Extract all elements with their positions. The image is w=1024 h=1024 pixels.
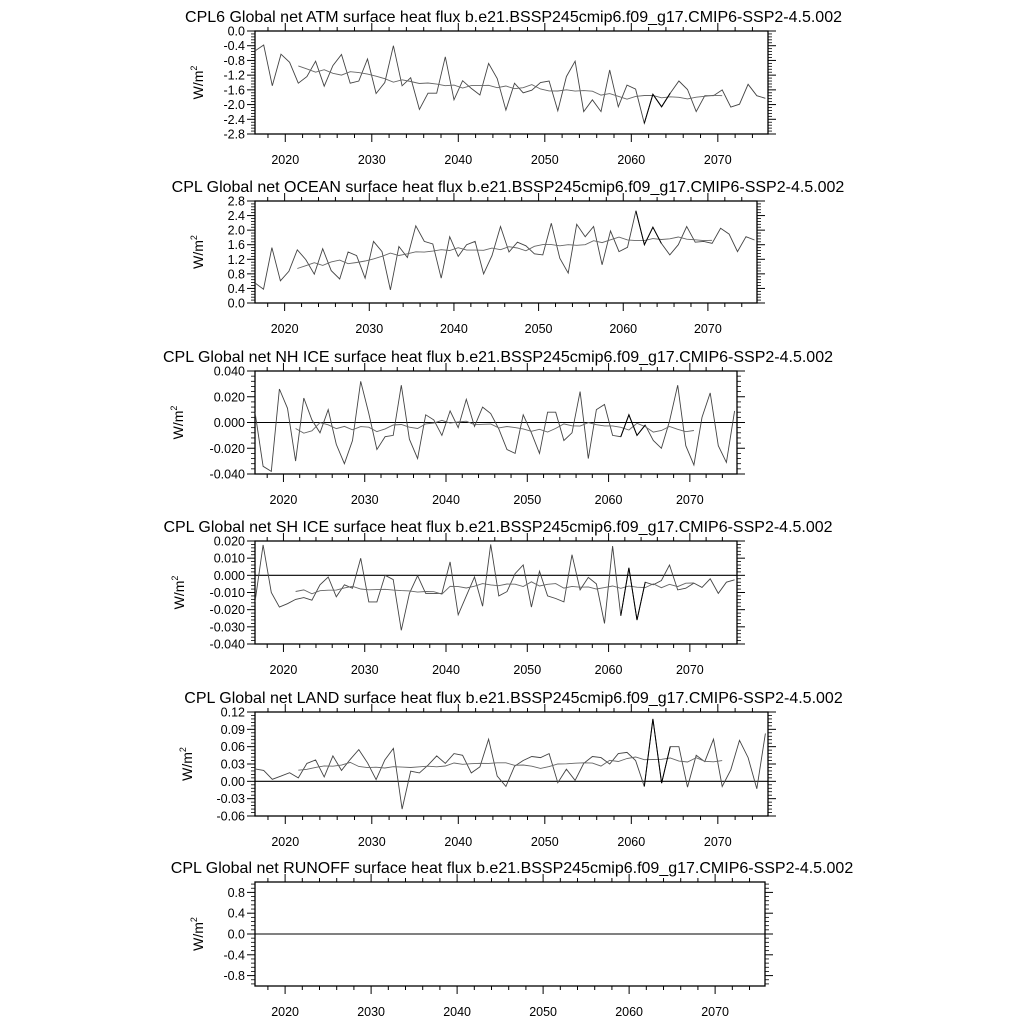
y-axis-label-superscript: 2 [189, 235, 199, 241]
y-axis-label [189, 235, 206, 269]
x-tick-label: 2060 [617, 835, 646, 849]
y-tick-label: -1.6 [223, 83, 245, 98]
y-tick-label: -0.040 [209, 637, 245, 652]
x-tick-label: 2040 [440, 322, 468, 336]
y-axis-label-text: W/m [171, 580, 187, 610]
y-tick-label: 0.03 [220, 757, 245, 772]
y-axis-label-text: W/m [190, 240, 206, 269]
y-tick-label: 0.8 [227, 267, 245, 282]
y-axis-label [178, 747, 195, 781]
y-tick-label: -0.010 [209, 586, 245, 600]
x-tick-label: 2070 [703, 835, 732, 849]
y-tick-label: -0.8 [223, 53, 245, 68]
y-tick-label: 0.00 [220, 774, 245, 789]
y-axis-label-text: W/m [190, 922, 206, 951]
x-tick-label: 2030 [355, 322, 384, 336]
x-tick-label: 2050 [529, 1005, 558, 1019]
x-tick-label: 2060 [594, 663, 623, 677]
panel-1 [185, 9, 842, 167]
x-tick-label: 2020 [269, 493, 298, 507]
highlight-segment-line [644, 719, 670, 787]
y-axis-label-text: W/m [179, 752, 195, 781]
y-tick-label: -2.4 [223, 112, 245, 127]
y-tick-label: -0.8 [223, 969, 245, 984]
y-tick-label: 0.4 [227, 281, 245, 296]
highlight-segment-line [621, 415, 645, 437]
x-tick-label: 2030 [357, 835, 386, 849]
y-tick-label: -0.030 [209, 620, 245, 635]
x-tick-label: 2060 [617, 153, 646, 167]
y-tick-label: 0.09 [220, 722, 245, 737]
x-tick-label: 2070 [675, 663, 704, 677]
x-tick-label: 2050 [530, 835, 559, 849]
y-tick-label: -0.4 [223, 39, 245, 54]
x-tick-label: 2030 [350, 493, 379, 507]
x-tick-label: 2060 [594, 493, 623, 507]
x-tick-label: 2070 [703, 153, 732, 167]
y-tick-label: -0.06 [216, 809, 245, 824]
x-tick-label: 2070 [675, 493, 704, 507]
y-tick-label: -2.8 [223, 127, 245, 142]
y-tick-label: 0.000 [213, 416, 245, 430]
annual-series-line [255, 211, 755, 290]
panel-title: CPL6 Global net ATM surface heat flux b.e21.BSSP245cmip6.f09_g17.CMIP6-SSP2-4.5.002 [185, 9, 842, 26]
y-tick-label: 0.0 [227, 927, 245, 942]
x-tick-label: 2050 [524, 322, 553, 336]
highlight-segment-line [644, 93, 670, 123]
x-tick-label: 2040 [444, 835, 473, 849]
x-tick-label: 2040 [432, 663, 460, 677]
x-tick-label: 2070 [701, 1005, 730, 1019]
y-tick-label: 1.6 [227, 238, 245, 253]
x-tick-label: 2050 [513, 493, 542, 507]
x-tick-label: 2050 [530, 153, 559, 167]
y-tick-label: -0.040 [209, 467, 245, 482]
x-tick-label: 2020 [271, 835, 300, 849]
x-tick-label: 2030 [350, 663, 379, 677]
x-tick-label: 2020 [270, 322, 299, 336]
x-tick-label: 2020 [269, 663, 298, 677]
y-tick-label: -2.0 [223, 98, 245, 113]
plot-frame [255, 541, 737, 644]
x-tick-label: 2060 [615, 1005, 644, 1019]
y-axis-label [170, 576, 187, 610]
y-tick-label: -1.2 [223, 68, 245, 83]
panel-2 [172, 179, 845, 336]
x-tick-label: 2040 [443, 1005, 472, 1019]
y-tick-label: 0.12 [220, 705, 245, 720]
y-tick-label: 0.4 [227, 906, 245, 921]
x-tick-label: 2020 [271, 1005, 300, 1019]
x-tick-label: 2040 [432, 493, 460, 507]
y-tick-label: 0.000 [213, 568, 245, 583]
panel-title: CPL Global net NH ICE surface heat flux b.e21.BSSP245cmip6.f09_g17.CMIP6-SSP2-4.5.002 [163, 349, 833, 366]
annual-series-line [255, 45, 765, 123]
y-axis-label [189, 66, 206, 100]
y-tick-label: 2.8 [227, 194, 245, 209]
x-tick-label: 2020 [271, 153, 300, 167]
panel-title: CPL Global net SH ICE surface heat flux b.e21.BSSP245cmip6.f09_g17.CMIP6-SSP2-4.5.002 [163, 519, 833, 536]
panel-6 [171, 860, 854, 1019]
x-tick-label: 2030 [357, 153, 386, 167]
x-tick-label: 2050 [513, 663, 542, 677]
y-tick-label: -0.03 [216, 792, 245, 807]
x-tick-label: 2030 [357, 1005, 386, 1019]
y-tick-label: 0.0 [227, 296, 245, 311]
x-tick-label: 2070 [693, 322, 722, 336]
y-axis-label-superscript: 2 [169, 405, 179, 411]
y-axis-label-text: W/m [170, 410, 186, 440]
y-axis-label-superscript: 2 [178, 747, 188, 753]
y-tick-label: 0.040 [213, 364, 245, 379]
x-tick-label: 2040 [444, 153, 473, 167]
y-tick-label: 0.010 [213, 551, 245, 566]
y-axis-label-superscript: 2 [189, 917, 199, 923]
y-tick-label: -0.020 [209, 441, 245, 456]
y-tick-label: 0.020 [213, 390, 245, 405]
running-mean-line [296, 582, 694, 594]
plot-frame [255, 201, 757, 303]
panel-title: CPL Global net LAND surface heat flux b.e21.BSSP245cmip6.f09_g17.CMIP6-SSP2-4.5.002 [184, 690, 843, 707]
y-tick-label: 0.0 [227, 24, 245, 39]
panel-5 [178, 690, 843, 849]
y-axis-label [189, 917, 206, 951]
plot-frame [255, 31, 768, 134]
panel-title: CPL Global net RUNOFF surface heat flux b.e21.BSSP245cmip6.f09_g17.CMIP6-SSP2-4.5.002 [170, 860, 854, 877]
running-mean-line [298, 66, 722, 99]
y-axis-label-superscript: 2 [189, 65, 199, 71]
y-tick-label: 0.020 [213, 534, 245, 549]
panel-4 [163, 519, 832, 677]
y-axis-label-superscript: 2 [170, 575, 180, 581]
y-axis-label-text: W/m [190, 70, 206, 100]
y-tick-label: 0.8 [227, 885, 245, 900]
y-tick-label: -0.4 [223, 948, 245, 963]
panel-title: CPL Global net OCEAN surface heat flux b.e21.BSSP245cmip6.f09_g17.CMIP6-SSP2-4.5.002 [171, 179, 845, 196]
panel-3 [163, 349, 833, 507]
y-tick-label: -0.020 [209, 603, 245, 618]
y-tick-label: 0.06 [220, 740, 245, 755]
y-axis-label [169, 406, 186, 440]
x-tick-label: 2060 [609, 322, 638, 336]
y-tick-label: 2.0 [227, 223, 245, 238]
y-tick-label: 1.2 [227, 252, 245, 267]
y-tick-label: 2.4 [227, 209, 245, 224]
